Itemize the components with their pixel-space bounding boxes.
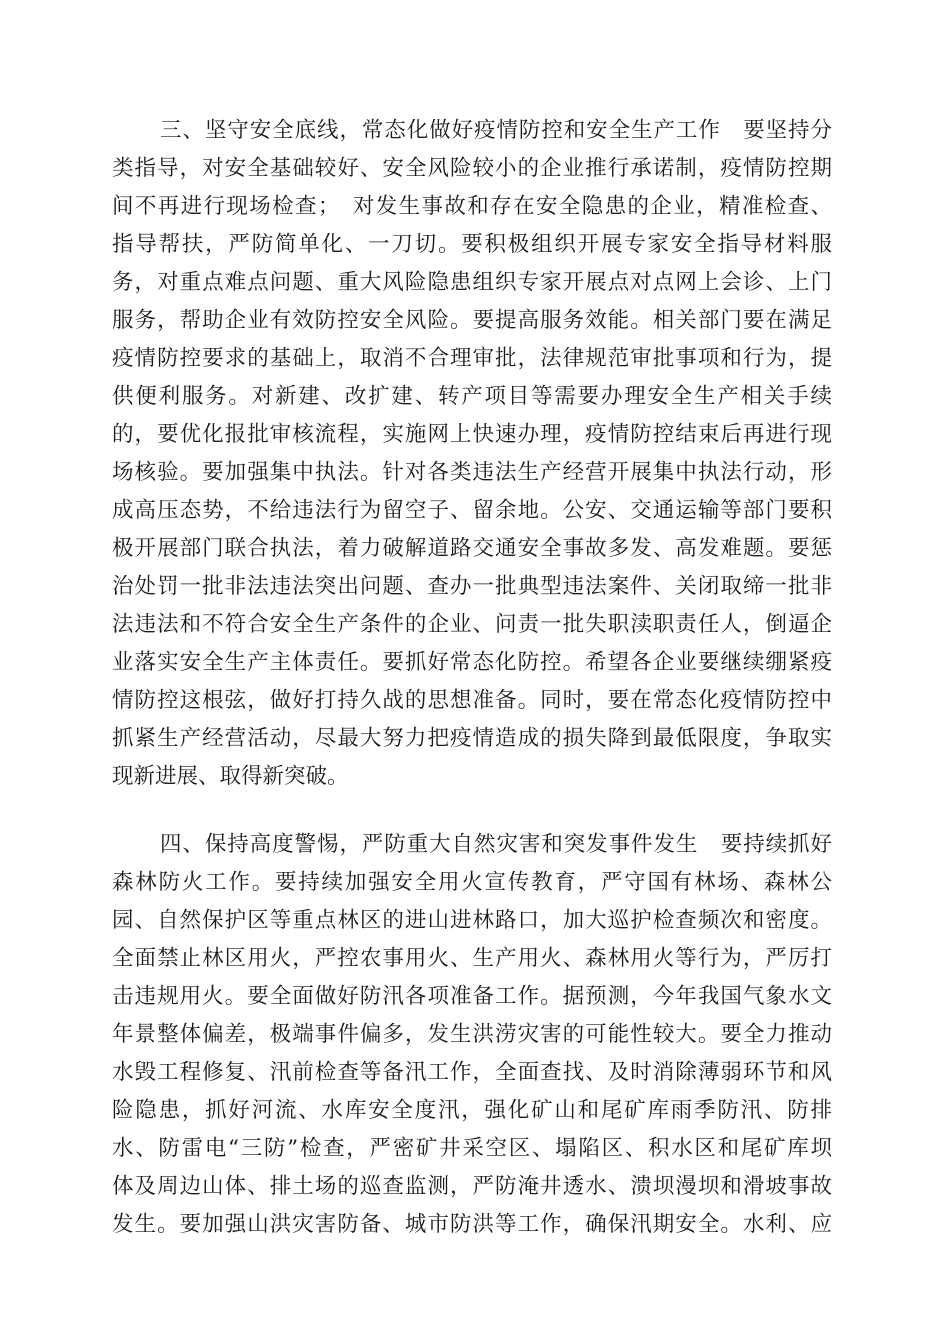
text-line: 业落实安全生产主体责任。要抓好常态化防控。希望各企业要继续绷紧疫 xyxy=(112,650,832,675)
text-line: 击违规用火。要全面做好防汛各项准备工作。据预测，今年我国气象水文 xyxy=(112,984,832,1009)
text-line: 指导帮扶，严防简单化、一刀切。要积极组织开展专家安全指导材料服 xyxy=(112,232,832,257)
text-line: 发生。要加强山洪灾害防备、城市防洪等工作，确保汛期安全。水利、应 xyxy=(112,1212,832,1237)
text-line: 年景整体偏差，极端事件偏多，发生洪涝灾害的可能性较大。要全力推动 xyxy=(112,1022,832,1047)
text-line: 全面禁止林区用火，严控农事用火、生产用火、森林用火等行为，严厉打 xyxy=(112,946,832,971)
text-line: 的，要优化报批审核流程，实施网上快速办理，疫情防控结束后再进行现 xyxy=(112,422,832,447)
text-line: 森林防火工作。要持续加强安全用火宣传教育，严守国有林场、森林公 xyxy=(112,870,832,895)
text-line: 园、自然保护区等重点林区的进山进林路口，加大巡护检查频次和密度。 xyxy=(112,908,832,933)
text-line: 场核验。要加强集中执法。针对各类违法生产经营开展集中执法行动，形 xyxy=(112,460,832,485)
text-line: 类指导，对安全基础较好、安全风险较小的企业推行承诺制，疫情防控期 xyxy=(112,156,832,181)
text-line: 治处罚一批非法违法突出问题、查办一批典型违法案件、关闭取缔一批非 xyxy=(112,574,832,599)
text-line: 供便利服务。对新建、改扩建、转产项目等需要办理安全生产相关手续 xyxy=(112,384,832,409)
text-line: 成高压态势，不给违法行为留空子、留余地。公安、交通运输等部门要积 xyxy=(112,498,832,523)
text-line: 体及周边山体、排土场的巡查监测，严防淹井透水、溃坝漫坝和滑坡事故 xyxy=(112,1174,832,1199)
text-line: 水、防雷电“三防”检查，严密矿井采空区、塌陷区、积水区和尾矿库坝 xyxy=(112,1136,832,1161)
text-line: 间不再进行现场检查； 对发生事故和存在安全隐患的企业，精准检查、 xyxy=(112,194,832,219)
text-line: 现新进展、取得新突破。 xyxy=(112,764,349,789)
text-line: 服务，帮助企业有效防控安全风险。要提高服务效能。相关部门要在满足 xyxy=(112,308,832,333)
text-line: 四、保持高度警惕，严防重大自然灾害和突发事件发生 要持续抓好 xyxy=(160,832,832,857)
text-line: 抓紧生产经营活动，尽最大努力把疫情造成的损失降到最低限度，争取实 xyxy=(112,726,832,751)
text-line: 三、坚守安全底线，常态化做好疫情防控和安全生产工作 要坚持分 xyxy=(160,118,832,143)
text-line: 情防控这根弦，做好打持久战的思想准备。同时，要在常态化疫情防控中 xyxy=(112,688,832,713)
text-line: 疫情防控要求的基础上，取消不合理审批，法律规范审批事项和行为，提 xyxy=(112,346,832,371)
text-line: 险隐患，抓好河流、水库安全度汛，强化矿山和尾矿库雨季防汛、防排 xyxy=(112,1098,832,1123)
text-line: 务，对重点难点问题、重大风险隐患组织专家开展点对点网上会诊、上门 xyxy=(112,270,832,295)
text-line: 法违法和不符合安全生产条件的企业、问责一批失职渎职责任人，倒逼企 xyxy=(112,612,832,637)
text-line: 水毁工程修复、汛前检查等备汛工作，全面查找、及时消除薄弱环节和风 xyxy=(112,1060,832,1085)
text-line: 极开展部门联合执法，着力破解道路交通安全事故多发、高发难题。要惩 xyxy=(112,536,832,561)
